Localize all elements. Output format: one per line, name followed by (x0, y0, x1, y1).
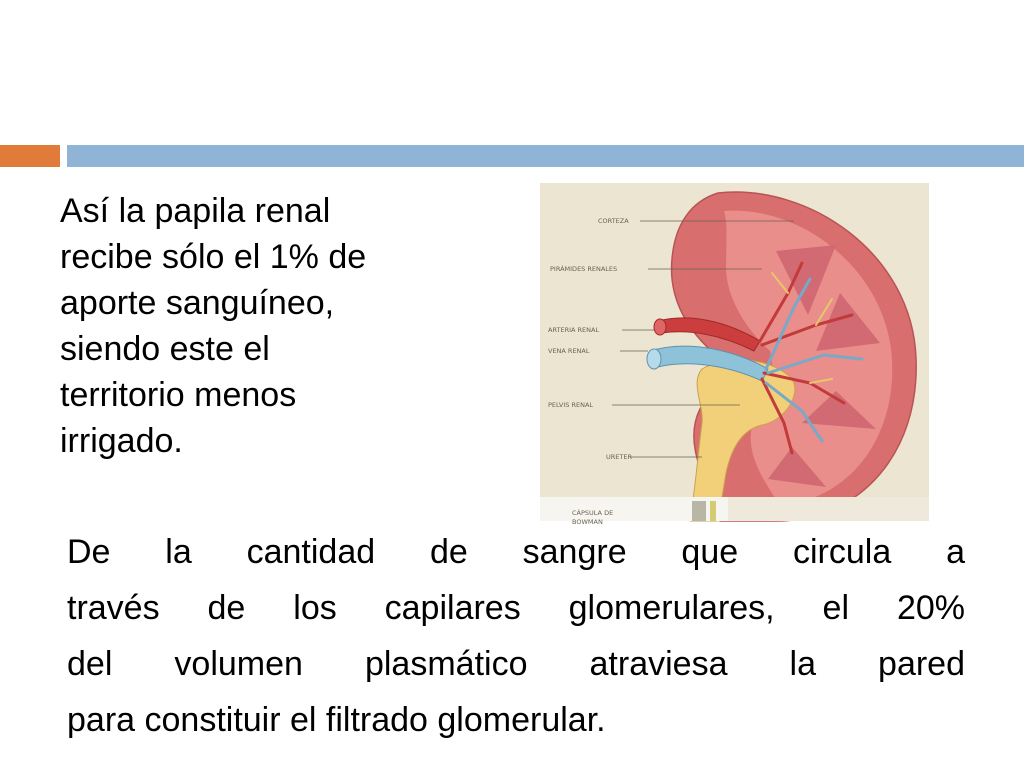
upper-paragraph-line: irrigado. (60, 422, 183, 460)
label-ureter: URETER (606, 453, 632, 461)
kidney-diagram-svg (540, 183, 929, 526)
upper-paragraph-line: Así la papila renal (60, 192, 331, 230)
lower-paragraph-line: para constituir el filtrado glomerular. (67, 701, 606, 739)
accent-bar-blue (67, 145, 1024, 167)
lower-paragraph-line: De la cantidad de sangre que circula a (67, 533, 965, 571)
upper-paragraph-line: siendo este el (60, 330, 270, 368)
lower-paragraph (67, 524, 965, 748)
upper-paragraph-line: territorio menos (60, 376, 297, 414)
label-capsula-de-bowman-2: BOWMAN (572, 518, 603, 526)
accent-bar-orange (0, 145, 60, 167)
label-arteria-renal: ARTERIA RENAL (548, 326, 600, 334)
kidney-diagram (540, 183, 929, 526)
label-piramides-renales: PIRÁMIDES RENALES (550, 265, 618, 273)
upper-paragraph-line: recibe sólo el 1% de (60, 238, 367, 276)
label-vena-renal: VENA RENAL (548, 347, 590, 355)
upper-paragraph-line: aporte sanguíneo, (60, 284, 335, 322)
lower-paragraph-line: través de los capilares glomerulares, el 20% (67, 589, 965, 627)
label-pelvis-renal: PELVIS RENAL (548, 401, 594, 409)
label-corteza: CORTEZA (598, 217, 629, 225)
upper-paragraph (60, 188, 500, 464)
lower-paragraph-line: del volumen plasmático atraviesa la pared (67, 645, 965, 683)
label-capsula-de-bowman: CÁPSULA DE (572, 509, 614, 517)
